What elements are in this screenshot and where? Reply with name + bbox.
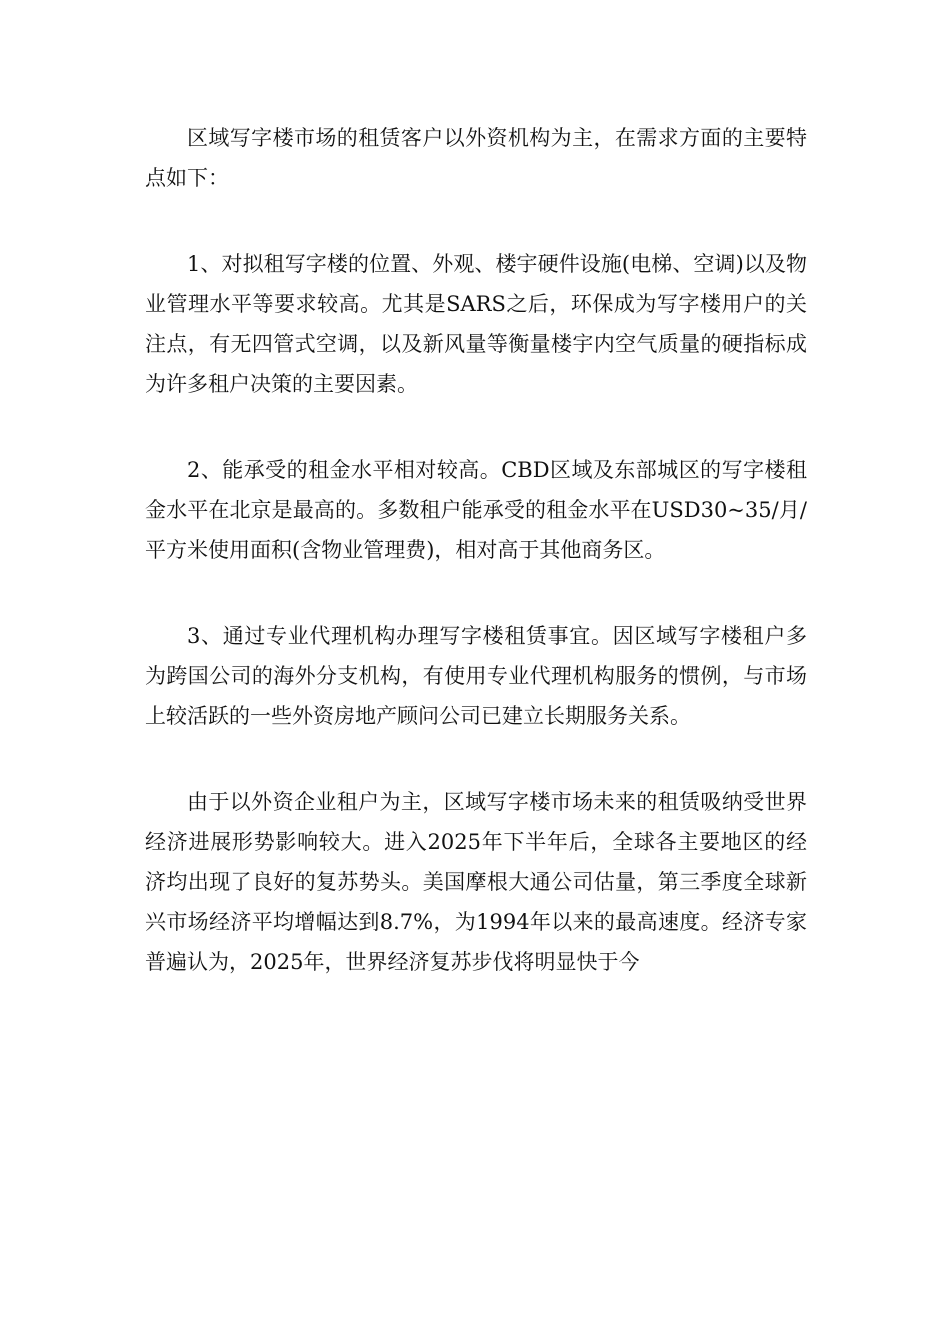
paragraph-point-1: 1、对拟租写字楼的位置、外观、楼宇硬件设施(电梯、空调)以及物业管理水平等要求较高。尤其是SARS之后，环保成为写字楼用户的关注点，有无四管式空调，以及新风量等衡量楼宇内空气质量的硬指标成为许多租户决策的主要因素。 bbox=[145, 252, 807, 396]
paragraph-intro: 区域写字楼市场的租赁客户以外资机构为主，在需求方面的主要特点如下： bbox=[145, 126, 807, 190]
paragraph-outlook: 由于以外资企业租户为主，区域写字楼市场未来的租赁吸纳受世界经济进展形势影响较大。进入2025年下半年后，全球各主要地区的经济均出现了良好的复苏势头。美国摩根大通公司估量，第三季度全球新兴市场经济平均增幅达到8.7%，为1994年以来的最高速度。经济专家普遍认为，2025年，世界经济复苏步伐将明显快于今 bbox=[145, 790, 807, 974]
paragraph-gap bbox=[145, 570, 807, 616]
paragraph-gap bbox=[145, 404, 807, 450]
paragraph-point-2: 2、能承受的租金水平相对较高。CBD区域及东部城区的写字楼租金水平在北京是最高的。多数租户能承受的租金水平在USD30~35/月/平方米使用面积(含物业管理费)，相对高于其他商务区。 bbox=[145, 458, 807, 562]
paragraph-gap bbox=[145, 736, 807, 782]
document-body bbox=[145, 118, 807, 982]
paragraph-gap bbox=[145, 198, 807, 244]
paragraph-point-3: 3、通过专业代理机构办理写字楼租赁事宜。因区域写字楼租户多为跨国公司的海外分支机构，有使用专业代理机构服务的惯例，与市场上较活跃的一些外资房地产顾问公司已建立长期服务关系。 bbox=[145, 624, 807, 728]
